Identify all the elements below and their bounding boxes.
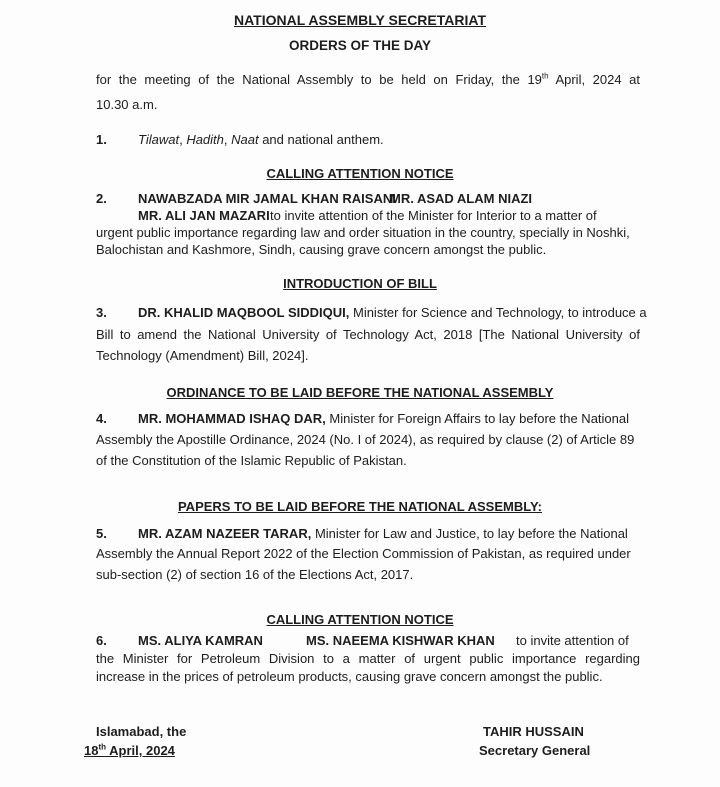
item-5-line-1 bbox=[138, 526, 628, 541]
item-1-rest: and national anthem. bbox=[258, 132, 384, 147]
item-5-line-3: sub-section (2) of section 16 of the Elections Act, 2017. bbox=[96, 567, 414, 582]
item-2-line-2: urgent public importance regarding law and order situation in the country, specially in Noshki, bbox=[96, 225, 630, 240]
heading-papers: PAPERS TO BE LAID BEFORE THE NATIONAL ASSEMBLY: bbox=[177, 499, 543, 514]
item-6-line-1: to invite attention of bbox=[516, 633, 629, 648]
intro-line-1 bbox=[96, 72, 640, 87]
item-3-member: DR. KHALID MAQBOOL SIDDIQUI, bbox=[138, 305, 350, 320]
heading-calling-attention-1: CALLING ATTENTION NOTICE bbox=[266, 166, 454, 181]
tilawat-text: Tilawat bbox=[138, 132, 180, 147]
item-4-line-1 bbox=[138, 411, 629, 426]
item-2-number: 2. bbox=[96, 191, 107, 206]
signatory-designation: Secretary General bbox=[479, 743, 591, 758]
heading-calling-attention-2: CALLING ATTENTION NOTICE bbox=[266, 612, 454, 627]
item-2-line-1: to invite attention of the Minister for Interior to a matter of bbox=[270, 208, 597, 223]
item-3-line-3: Technology (Amendment) Bill, 2024]. bbox=[96, 348, 309, 363]
separator: , bbox=[179, 132, 187, 147]
document-subtitle: ORDERS OF THE DAY bbox=[288, 38, 432, 53]
intro-text-end: April, 2024 at bbox=[548, 72, 640, 87]
item-2-line-3: Balochistan and Kashmore, Sindh, causing grave concern amongst the public. bbox=[96, 242, 547, 257]
item-6-line-3: increase in the prices of petroleum products, causing grave concern amongst the public. bbox=[96, 669, 603, 684]
item-3-number: 3. bbox=[96, 305, 107, 320]
item-6-line-2: the Minister for Petroleum Division to a matter of urgent public importance regarding bbox=[96, 651, 640, 666]
footer-place: Islamabad, the bbox=[96, 724, 187, 739]
item-6-member-1: MS. ALIYA KAMRAN bbox=[138, 633, 263, 648]
item-5-line-1-rest: Minister for Law and Justice, to lay before the National bbox=[311, 526, 628, 541]
date-rest: April, 2024 bbox=[106, 743, 175, 758]
separator: , bbox=[223, 132, 232, 147]
item-4-number: 4. bbox=[96, 411, 107, 426]
intro-text: for the meeting of the National Assembly to be held on Friday, the 19 bbox=[96, 72, 542, 87]
item-2-member-2: MR. ASAD ALAM NIAZI bbox=[390, 191, 533, 206]
item-5-member: MR. AZAM NAZEER TARAR, bbox=[138, 526, 312, 541]
intro-line-2: 10.30 a.m. bbox=[96, 97, 158, 112]
item-4-line-2: Assembly the Apostille Ordinance, 2024 (No. I of 2024), as required by clause (2) of Article 89 bbox=[96, 432, 635, 447]
item-5-number: 5. bbox=[96, 526, 107, 541]
naat-text: Naat bbox=[231, 132, 259, 147]
intro-sup: th bbox=[541, 71, 549, 81]
hadith-text: Hadith bbox=[186, 132, 224, 147]
heading-introduction-of-bill: INTRODUCTION OF BILL bbox=[283, 276, 437, 291]
item-2-member-3: MR. ALI JAN MAZARI bbox=[138, 208, 270, 223]
item-4-member: MR. MOHAMMAD ISHAQ DAR, bbox=[138, 411, 326, 426]
item-1-number: 1. bbox=[96, 132, 107, 147]
item-3-line-2: Bill to amend the National University of Technology Act, 2018 [The National University of bbox=[96, 327, 640, 342]
date-sup: th bbox=[98, 742, 107, 752]
date-day: 18 bbox=[84, 743, 99, 758]
document-title: NATIONAL ASSEMBLY SECRETARIAT bbox=[233, 12, 487, 28]
item-2-member-1: NAWABZADA MIR JAMAL KHAN RAISANI bbox=[138, 191, 396, 206]
footer-date bbox=[84, 743, 175, 758]
heading-ordinance: ORDINANCE TO BE LAID BEFORE THE NATIONAL ASSEMBLY bbox=[166, 385, 554, 400]
item-4-line-3: of the Constitution of the Islamic Republic of Pakistan. bbox=[96, 453, 407, 468]
item-5-line-2: Assembly the Annual Report 2022 of the Election Commission of Pakistan, as required under bbox=[96, 546, 631, 561]
item-6-member-2: MS. NAEEMA KISHWAR KHAN bbox=[306, 633, 495, 648]
item-3-line-1-rest: Minister for Science and Technology, to introduce a bbox=[349, 305, 647, 320]
item-3-line-1 bbox=[138, 305, 647, 320]
item-6-number: 6. bbox=[96, 633, 107, 648]
signatory-name: TAHIR HUSSAIN bbox=[483, 724, 584, 739]
item-4-line-1-rest: Minister for Foreign Affairs to lay before the National bbox=[325, 411, 630, 426]
item-1-text bbox=[138, 132, 384, 147]
